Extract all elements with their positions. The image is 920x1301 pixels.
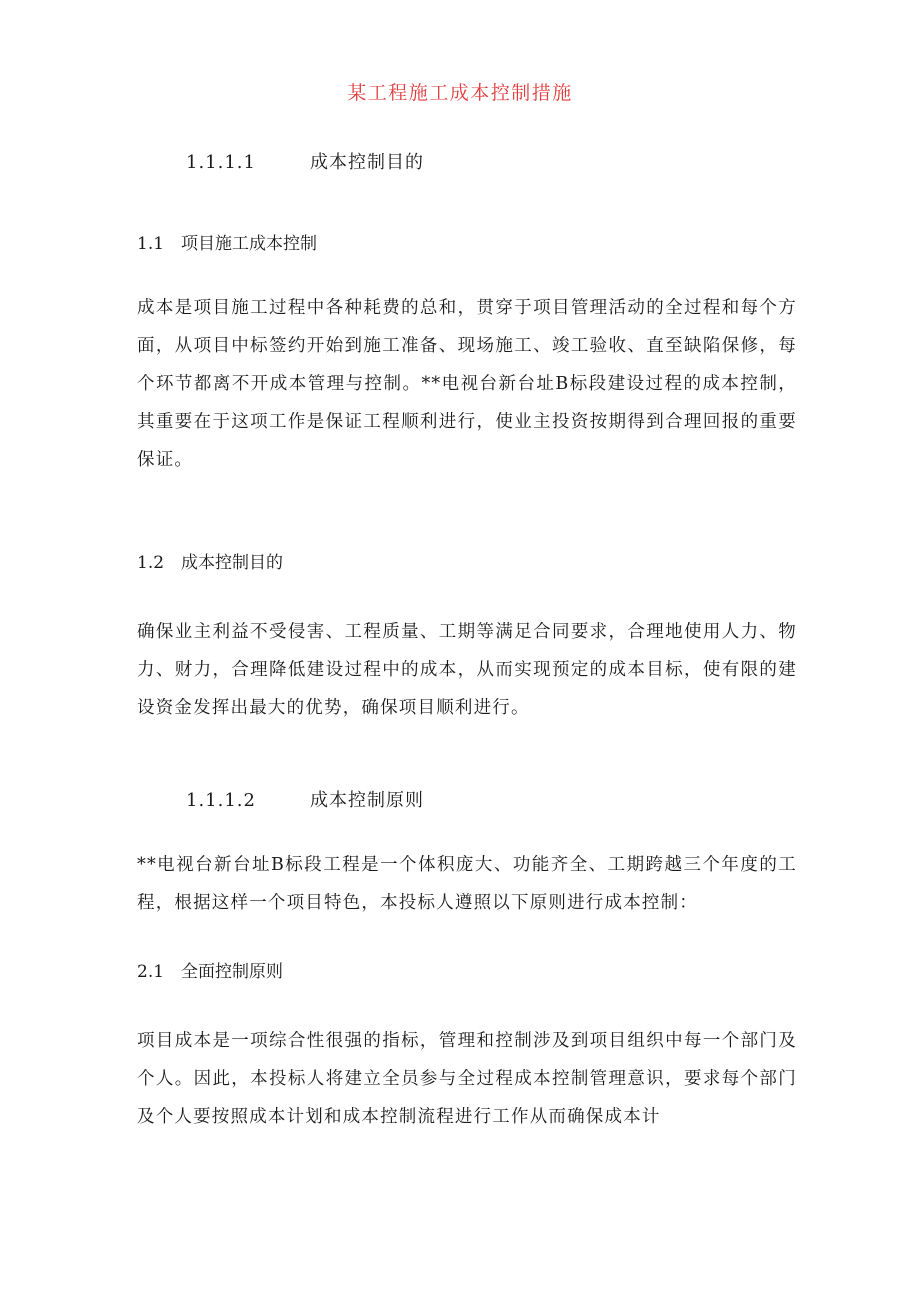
heading-text: 成本控制目的 (181, 553, 283, 573)
paragraph-project-cost-control: 成本是项目施工过程中各种耗费的总和，贯穿于项目管理活动的全过程和每个方面，从项目中标签约开始到施工准备、现场施工、竣工验收、直至缺陷保修，每个环节都离不开成本管理与控制。**电视台新台址B标段建设过程的成本控制，其重要在于这项工作是保证工程顺利进行，使业主投资按期得到合理回报的重要保证。 (137, 298, 797, 470)
paragraph-cost-control-principle: **电视台新台址B标段工程是一个体积庞大、功能齐全、工期跨越三个年度的工程，根据这样一个项目特色，本投标人遵照以下原则进行成本控制： (137, 855, 797, 913)
heading-number: 1.1.1.2 (186, 790, 256, 811)
heading-text: 项目施工成本控制 (181, 234, 317, 254)
heading-text: 成本控制原则 (310, 790, 424, 811)
heading-1-1-1-2 (186, 786, 424, 812)
document-title: 某工程施工成本控制措施 (347, 82, 573, 104)
heading-text: 成本控制目的 (310, 152, 424, 173)
paragraph-cost-control-goal: 确保业主利益不受侵害、工程质量、工期等满足合同要求，合理地使用人力、物力、财力，合理降低建设过程中的成本，从而实现预定的成本目标，使有限的建设资金发挥出最大的优势，确保项目顺利进行。 (137, 622, 797, 718)
paragraph-overall-control: 项目成本是一项综合性很强的指标，管理和控制涉及到项目组织中每一个部门及个人。因此，本投标人将建立全员参与全过程成本控制管理意识，要求每个部门及个人要按照成本计划和成本控制流程进行工作从而确保成本计 (137, 1031, 797, 1127)
heading-number: 2.1 (137, 962, 165, 982)
heading-1-1-1-1 (186, 148, 424, 174)
heading-1-1 (137, 229, 317, 254)
heading-number: 1.2 (137, 553, 165, 573)
heading-1-2 (137, 548, 283, 573)
heading-number: 1.1.1.1 (186, 152, 256, 173)
heading-text: 全面控制原则 (181, 962, 283, 982)
heading-2-1 (137, 957, 283, 982)
heading-number: 1.1 (137, 234, 165, 254)
